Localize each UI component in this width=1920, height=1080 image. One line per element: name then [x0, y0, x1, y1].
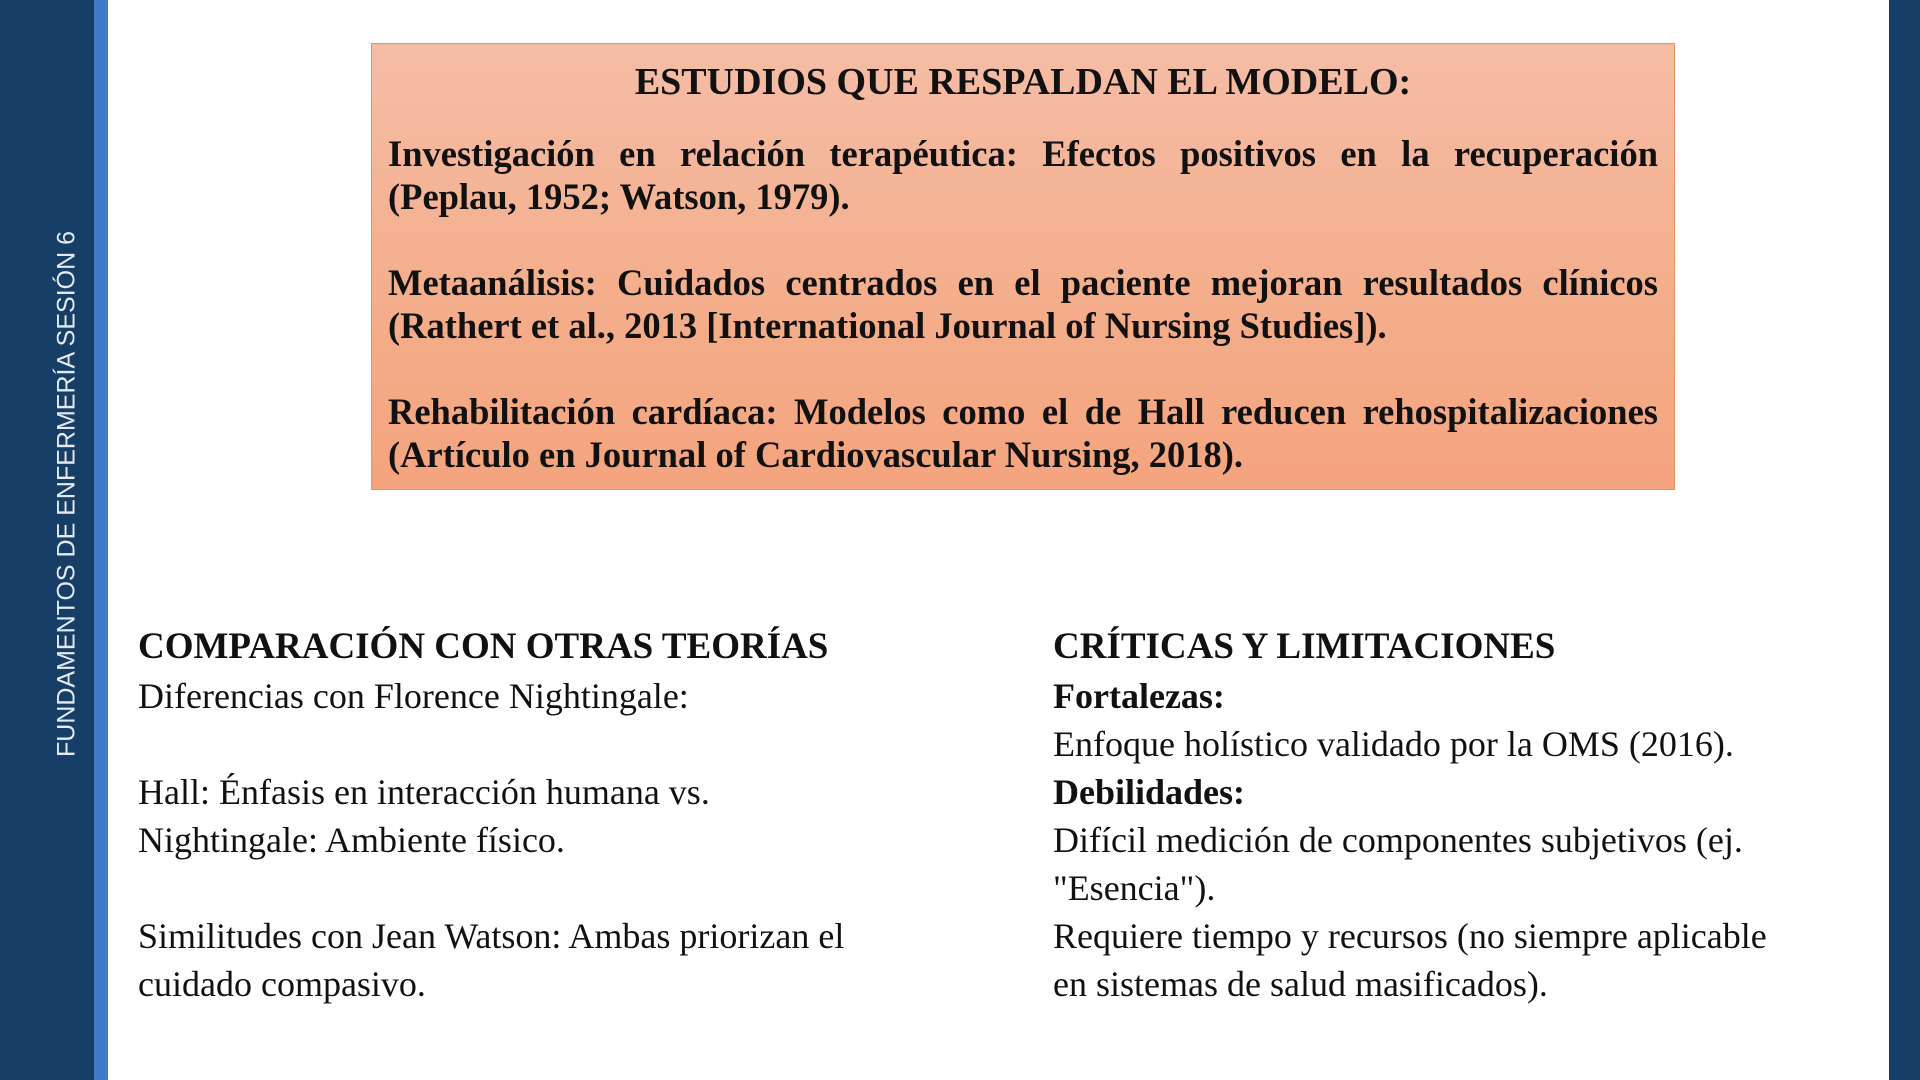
weaknesses-label: Debilidades: — [1053, 772, 1246, 812]
sidebar-label-container — [50, 220, 84, 768]
weakness-line: "Esencia"). — [1053, 868, 1216, 908]
comparison-heading: COMPARACIÓN CON OTRAS TEORÍAS — [138, 626, 829, 667]
comparison-section — [138, 622, 938, 1008]
study-paragraph-cardiac-rehab: Rehabilitación cardíaca: Modelos como el de Hall reducen rehospitalizaciones (Artículo en Journal of Cardiovascular Nursing, 2018). — [388, 391, 1658, 475]
comparison-spacer — [138, 720, 938, 768]
comparison-spacer — [138, 864, 938, 912]
critiques-section — [1053, 622, 1853, 1008]
studies-box-title: ESTUDIOS QUE RESPALDAN EL MODELO: — [634, 61, 1412, 103]
weakness-line: en sistemas de salud masificados). — [1053, 964, 1548, 1004]
study-paragraph-therapeutic-relationship: Investigación en relación terapéutica: Efectos positivos en la recuperación (Peplau, 1952; Watson, 1979). — [388, 133, 1658, 217]
weakness-line: Requiere tiempo y recursos (no siempre aplicable — [1053, 916, 1767, 956]
comparison-line: Diferencias con Florence Nightingale: — [138, 676, 689, 716]
course-session-label: FUNDAMENTOS DE ENFERMERÍA SESIÓN 6 — [52, 230, 81, 758]
critiques-heading: CRÍTICAS Y LIMITACIONES — [1053, 626, 1556, 667]
comparison-line: Nightingale: Ambiente físico. — [138, 820, 565, 860]
comparison-line: Similitudes con Jean Watson: Ambas priorizan el — [138, 916, 845, 956]
study-paragraph-meta-analysis: Metaanálisis: Cuidados centrados en el paciente mejoran resultados clínicos (Rathert et al., 2013 [International Journal of Nursing Studies]). — [388, 262, 1658, 346]
weakness-line: Difícil medición de componentes subjetivos (ej. — [1053, 820, 1743, 860]
comparison-line: Hall: Énfasis en interacción humana vs. — [138, 772, 710, 812]
comparison-line: cuidado compasivo. — [138, 964, 426, 1004]
strength-item: Enfoque holístico validado por la OMS (2016). — [1053, 724, 1734, 764]
supporting-studies-box — [371, 43, 1675, 490]
strengths-label: Fortalezas: — [1053, 676, 1225, 716]
sidebar-accent-stripe — [94, 0, 108, 1080]
right-edge-bar — [1889, 0, 1920, 1080]
